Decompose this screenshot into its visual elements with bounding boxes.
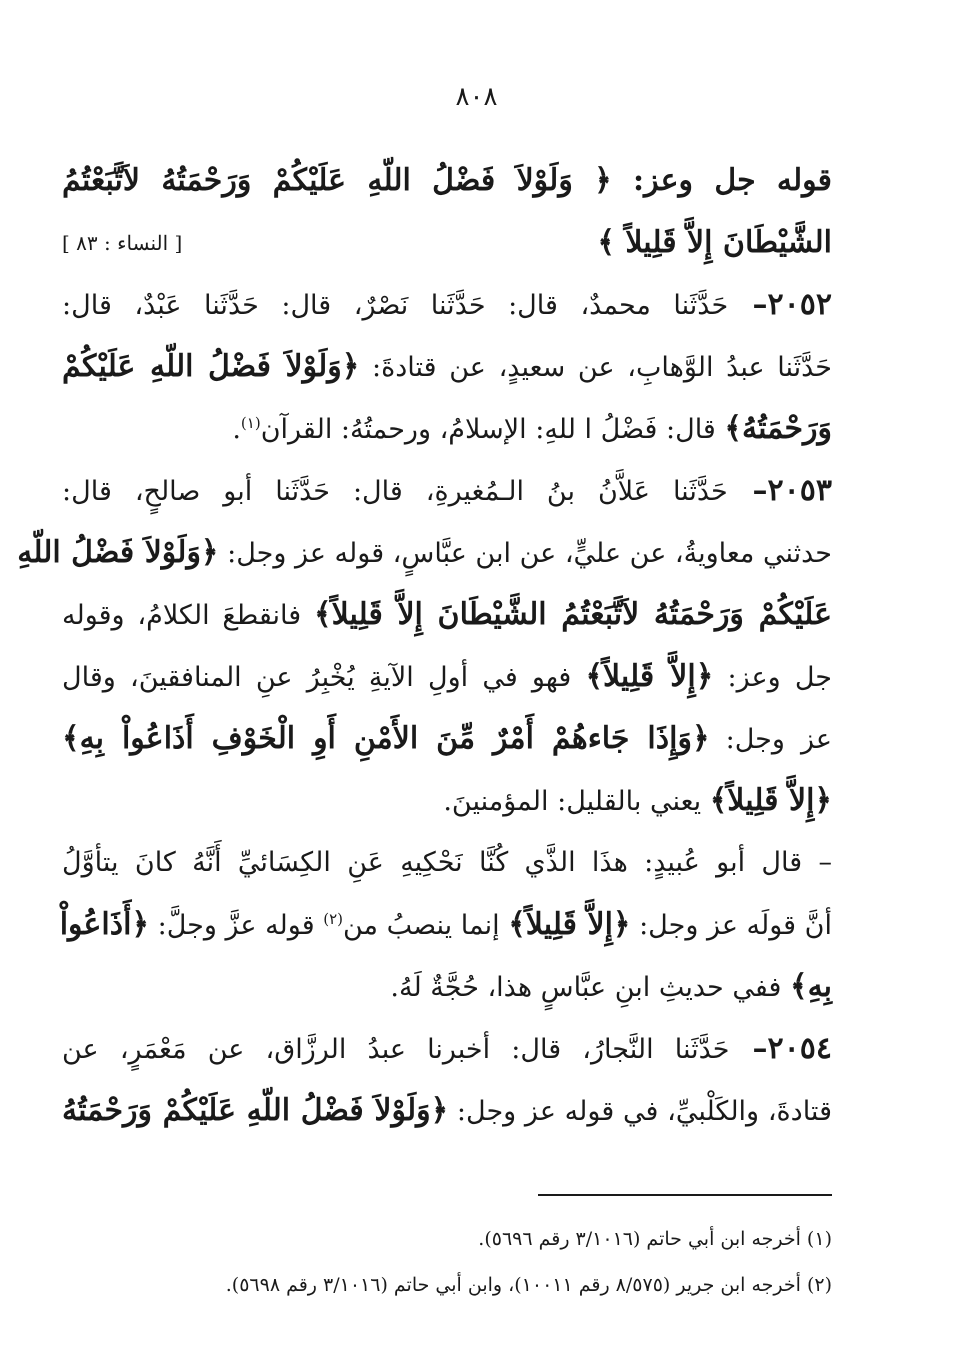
page-number: ٨٠٨ bbox=[455, 82, 498, 112]
hadith-2053-line-4 bbox=[62, 646, 832, 708]
hadith-2053-line-1 bbox=[62, 460, 832, 522]
footnote-marker: (١) bbox=[240, 414, 261, 432]
hadith-text: حَدَّثَنا عَلاَّنُ بنُ الـمُغيرةِ، قال: حَدَّثَنا أبو صالحٍ، قال: bbox=[62, 476, 728, 507]
hadith-2053-line-3 bbox=[62, 584, 832, 646]
hadith-2053-line-5 bbox=[62, 708, 832, 770]
main-text bbox=[17, 150, 833, 1142]
hadith-text: عز وجل: bbox=[709, 724, 832, 755]
quran-verse: وَرَحْمَتُهُ﴾ bbox=[724, 411, 832, 446]
hadith-number: ٢٠٥٢– bbox=[728, 287, 832, 322]
commentary-text: ففي حديثِ ابنِ عبَّاسٍ هذا، حُجَّةٌ لَهُ. bbox=[390, 972, 790, 1003]
quran-verse: عَلَيْكُمْ وَرَحْمَتُهُ لاَتَّبَعْتُمُ الشَّيْطَانَ إِلاَّ قَلِيلاً﴾ bbox=[313, 597, 832, 632]
hadith-text: حدثني معاويةُ، عن عليٍّ، عن ابن عبَّاسٍ، قوله عز وجل: bbox=[218, 538, 832, 569]
commentary-text: إنما ينصبُ من bbox=[343, 910, 509, 941]
quran-verse: ﴿إِلاَّ قَلِيلاً﴾ bbox=[508, 907, 631, 942]
heading-line-1 bbox=[62, 150, 832, 212]
hadith-text: قال: فَضْلُ ا للهِ: الإسلامُ، ورحمتُهُ: القرآن bbox=[260, 414, 725, 445]
quran-verse: ﴿وَلَوْلاَ فَضْلُ اللّهِ bbox=[17, 535, 219, 570]
hadith-2052-line-2 bbox=[62, 336, 832, 398]
hadith-number: ٢٠٥٤– bbox=[729, 1031, 832, 1066]
quran-verse: ﴿ وَلَوْلاَ فَضْلُ اللّهِ عَلَيْكُمْ وَرَحْمَتُهُ لاَتَّبَعْتُمُ bbox=[62, 163, 612, 198]
quran-verse: ﴿وَلَوْلاَ فَضْلُ اللّهِ عَلَيْكُمْ bbox=[62, 349, 360, 384]
quran-verse: ﴿إِلاَّ قَلِيلاً﴾ bbox=[709, 783, 832, 818]
quran-verse: بِهِ﴾ bbox=[789, 969, 832, 1004]
quran-verse: ﴿أَذَاعُواْ bbox=[59, 907, 150, 942]
footnotes bbox=[62, 1216, 832, 1308]
hadith-2054-line-2 bbox=[62, 1080, 832, 1142]
hadith-2053-line-2 bbox=[17, 522, 832, 584]
commentary-line-2 bbox=[59, 894, 832, 956]
quran-verse: ﴿إِلاَّ قَلِيلاً﴾ bbox=[585, 659, 714, 694]
commentary-text: – قال أبو عُبيدٍ: هذَا الذَّي كُنَّا نَحْكِيهِ عَنِ الكِسَائيِّ أَنَّهُ كانَ يتأوَّلُ bbox=[62, 847, 832, 878]
commentary-line-3 bbox=[62, 956, 832, 1018]
hadith-text: حَدَّثَنا النَّجارُ، قال: أخبرنا عبدُ الرزَّاق، عن مَعْمَرٍ، عن bbox=[62, 1034, 730, 1065]
footnote-2: (٢) أخرجه ابن جرير (٨/٥٧٥ رقم ١٠٠١١)، وابن أبي حاتم (٣/١٠١٦ رقم ٥٦٩٨). bbox=[225, 1274, 832, 1296]
hadith-2053-line-6 bbox=[62, 770, 832, 832]
hadith-2052-line-3 bbox=[62, 398, 832, 460]
hadith-2052-line-1 bbox=[62, 274, 832, 336]
quran-verse: ﴿وَلَوْلاَ فَضْلُ اللّهِ عَلَيْكُمْ وَرَحْمَتُهُ bbox=[62, 1093, 449, 1128]
footnote-marker: (٢) bbox=[323, 910, 343, 928]
hadith-text: حَدَّثَنا عبدُ الوَّهابِ، عن سعيدٍ، عن قتادةَ: bbox=[359, 352, 833, 383]
commentary-text: قوله عزَّ وجلَّ: bbox=[149, 910, 324, 941]
surah-reference: [ النساء : ٨٣ ] bbox=[62, 231, 183, 255]
commentary-line-1 bbox=[62, 832, 832, 894]
hadith-text: حَدَّثَنا محمدٌ، قال: حَدَّثَنا نَصْرٌ، قال: حَدَّثَنا عَبْدٌ، قال: bbox=[62, 290, 729, 321]
hadith-2054-line-1 bbox=[62, 1018, 832, 1080]
quran-verse: الشَّيْطَانَ إِلاَّ قَلِيلاً ﴾ bbox=[597, 225, 832, 260]
heading-line-2 bbox=[62, 212, 832, 274]
hadith-text: جل وعز: bbox=[713, 662, 832, 693]
hadith-text: فانقطعَ الكلامُ، وقوله bbox=[62, 600, 314, 631]
commentary-text: أنَّ قولَه عز وجل: bbox=[630, 910, 832, 941]
quran-verse: ﴿وَإِذَا جَاءهُمْ أَمْرٌ مِّنَ الأَمْنِ أَوِ الْخَوْفِ أَذَاعُواْ بِهِ﴾ bbox=[62, 721, 710, 756]
heading-intro: قوله جل وعز: bbox=[611, 163, 832, 198]
footnote-divider bbox=[538, 1194, 832, 1196]
hadith-text: يعني بالقليل: المؤمنينَ. bbox=[443, 786, 710, 817]
hadith-text: . bbox=[232, 414, 241, 445]
hadith-number: ٢٠٥٣– bbox=[727, 473, 832, 508]
footnote-1: (١) أخرجه ابن أبي حاتم (٣/١٠١٦ رقم ٥٦٩٦). bbox=[478, 1228, 832, 1250]
hadith-text: قتادةَ، والكَلْبيِّ، في قوله عز وجل: bbox=[448, 1096, 832, 1127]
hadith-text: فهو في أولِ الآيةِ يُخْبِرُ عنِ المنافقينَ، وقال bbox=[62, 662, 586, 693]
